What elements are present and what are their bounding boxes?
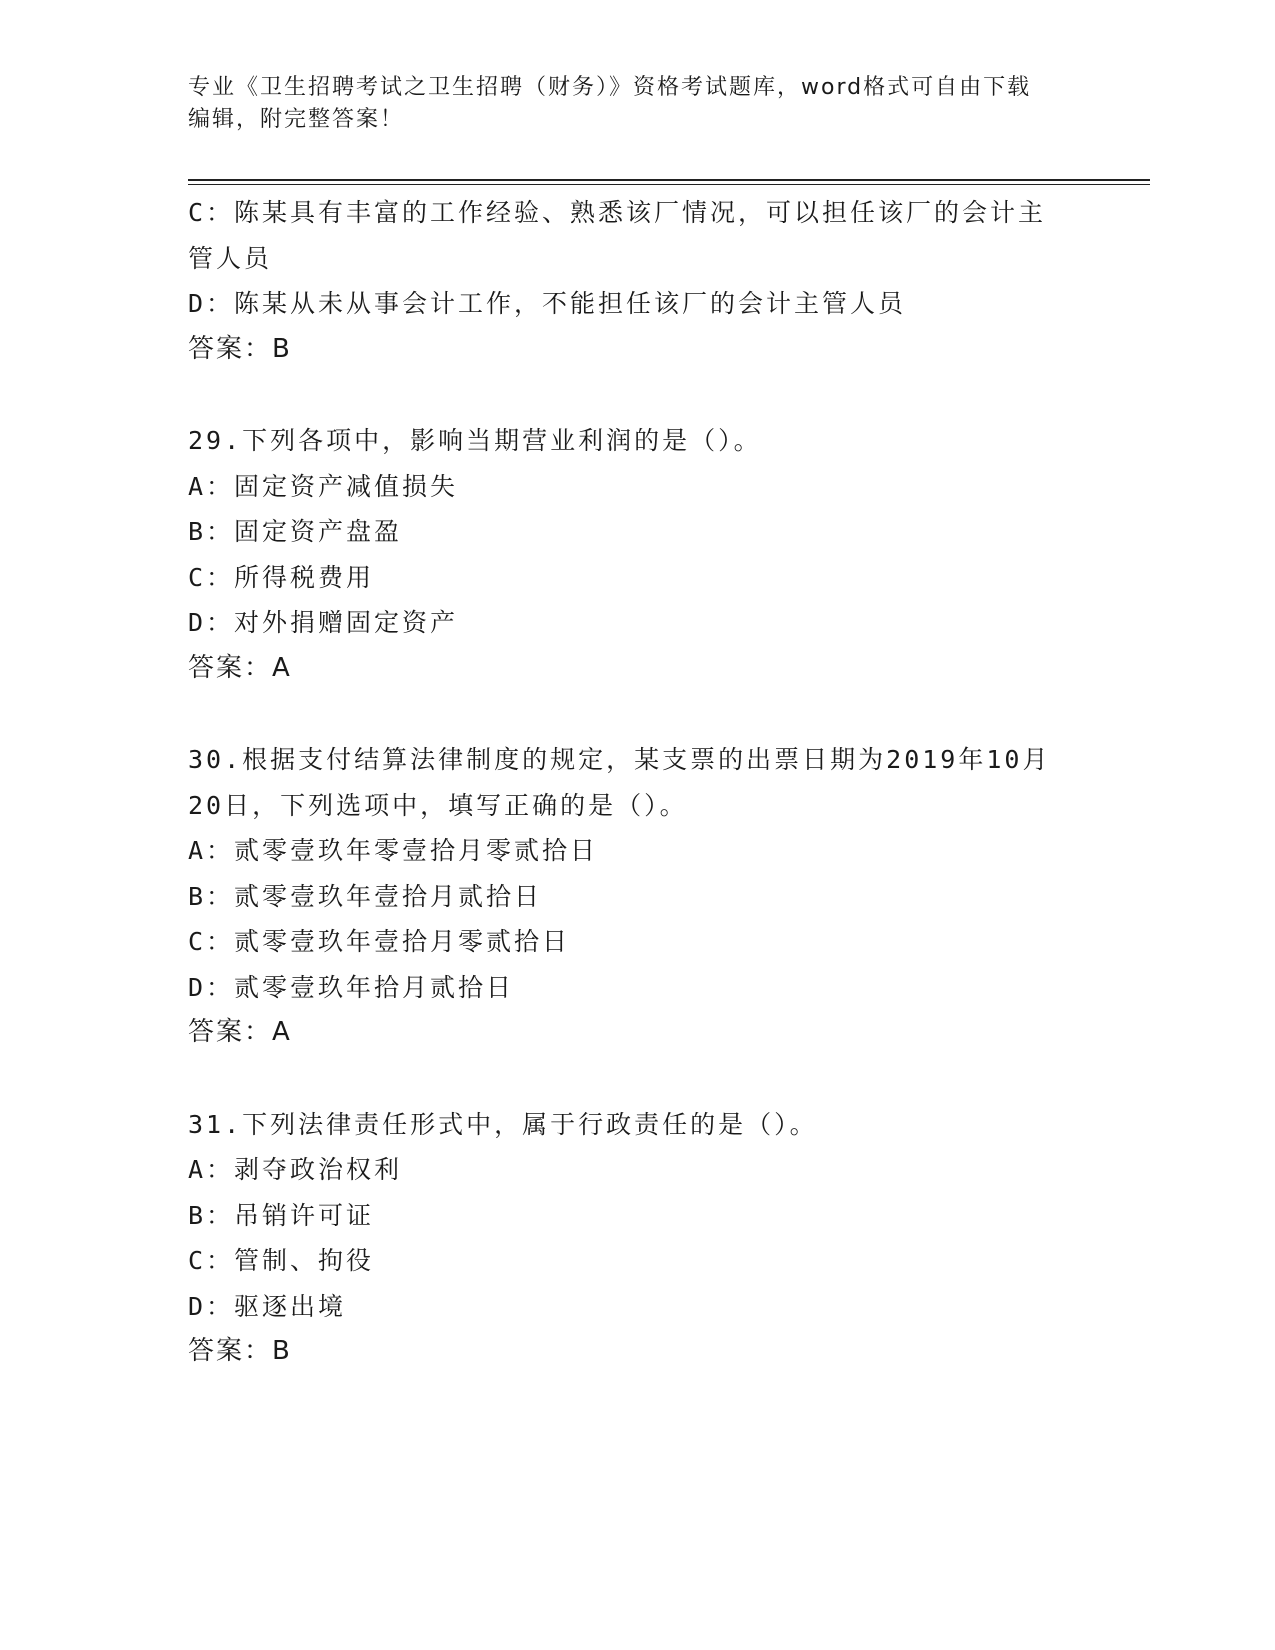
answer: 答案：A [188,1017,292,1047]
question-stem: 29.下列各项中，影响当期营业利润的是（）。 [188,426,762,455]
spacer [188,372,1088,418]
spacer [188,691,1088,737]
answer: 答案：B [188,333,292,364]
question-list [188,190,1088,1375]
question-stem-continued: 20日，下列选项中，填写正确的是（）。 [188,790,688,820]
header-line-1: 专业《卫生招聘考试之卫生招聘（财务）》资格考试题库，word格式可自由下载 [188,75,1032,100]
header-divider-bottom [188,184,1150,185]
option-a: A：贰零壹玖年零壹拾月零贰拾日 [188,836,599,865]
question-29 [188,418,1088,691]
question-30 [188,737,1088,1056]
option-d: D：贰零壹玖年拾月贰拾日 [188,972,515,1002]
option-b: B：吊销许可证 [188,1200,375,1230]
option-c: C：管制、拘役 [188,1246,375,1275]
option-c: C：所得税费用 [188,562,375,592]
option-d: D：陈某从未从事会计工作，不能担任该厂的会计主管人员 [188,289,907,318]
answer: 答案：A [188,652,292,683]
question-stem: 31.下列法律责任形式中，属于行政责任的是（）。 [188,1109,818,1139]
document-header [188,72,1078,136]
option-b: B：固定资产盘盈 [188,517,403,546]
answer: 答案：B [188,1336,292,1366]
option-a: A：固定资产减值损失 [188,471,459,501]
question-31 [188,1102,1088,1375]
header-line-2: 编辑，附完整答案！ [188,107,405,132]
spacer [188,1056,1088,1102]
option-a: A：剥夺政治权利 [188,1155,403,1184]
option-d: D：对外捐赠固定资产 [188,608,459,637]
option-c-continued: 管人员 [188,243,273,273]
question-28-tail [188,190,1088,372]
option-d: D：驱逐出境 [188,1291,347,1321]
option-c: C：贰零壹玖年壹拾月零贰拾日 [188,927,571,956]
header-divider-top [188,179,1150,181]
option-b: B：贰零壹玖年壹拾月贰拾日 [188,881,543,911]
option-c: C：陈某具有丰富的工作经验、熟悉该厂情况，可以担任该厂的会计主 [188,198,1047,227]
question-stem: 30.根据支付结算法律制度的规定，某支票的出票日期为2019年10月 [188,745,1051,774]
